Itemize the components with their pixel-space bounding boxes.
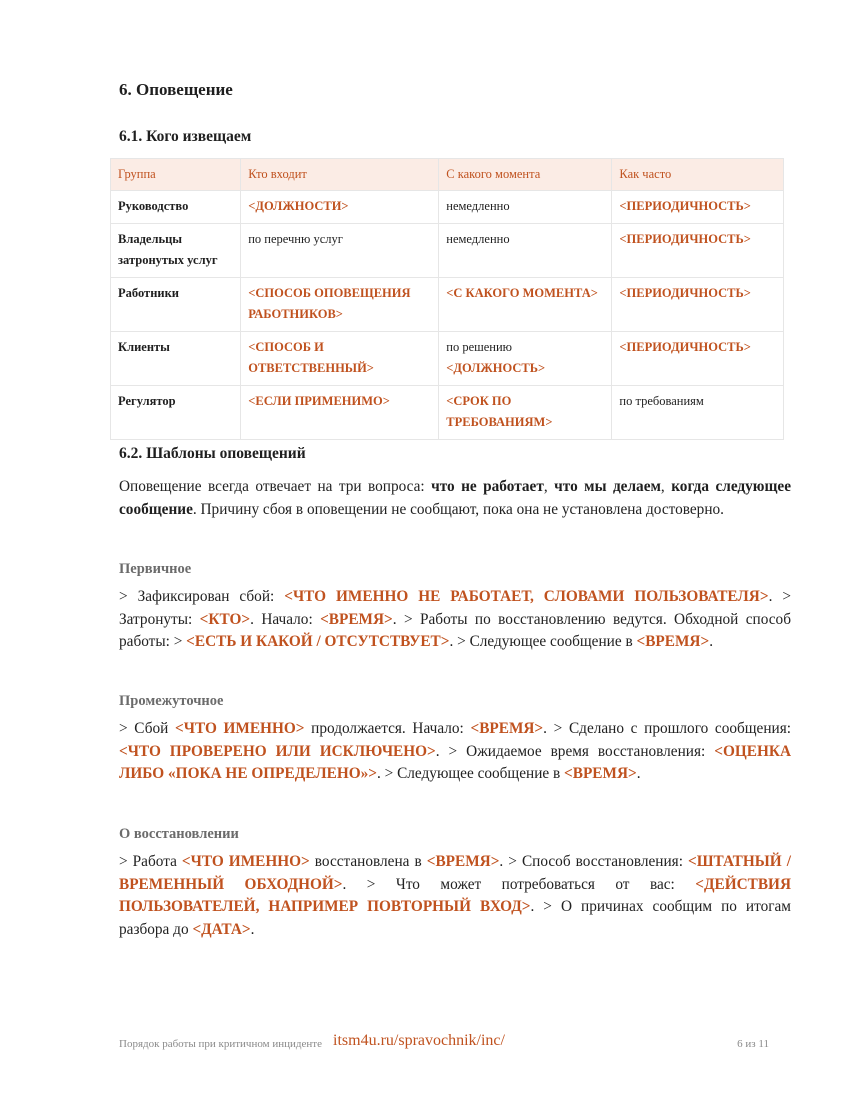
cell-group: Регулятор: [111, 386, 241, 440]
table-header-row: [111, 159, 784, 191]
template-text: . Начало:: [250, 610, 321, 628]
template-text: .: [250, 920, 255, 938]
intro-text: . Причину сбоя в оповещении не сообщают, пока она не установлена достоверно.: [192, 500, 724, 518]
template-text: восстановлена в: [309, 853, 427, 870]
notification-table: [110, 158, 784, 440]
table-row: [111, 332, 784, 386]
cell-from: <С КАКОГО МОМЕНТА>: [439, 278, 612, 332]
intro-text: ,: [543, 478, 555, 495]
template-text: . > Следующее сообщение в: [449, 633, 637, 650]
cell-members: <ЕСЛИ ПРИМЕНИМО>: [241, 386, 439, 440]
template-text: > Зафиксирован сбой:: [119, 588, 285, 605]
intro-emphasis: когда следующее сообщение: [119, 478, 791, 518]
template-interim-block: [119, 718, 791, 786]
template-placeholder: <ЧТО ПРОВЕРЕНО ИЛИ ИСКЛЮЧЕНО>: [119, 742, 436, 760]
cell-frequency: по требованиям: [612, 386, 784, 440]
template-recovery-text: [119, 851, 791, 941]
template-placeholder: <ЧТО ИМЕННО НЕ РАБОТАЕТ, СЛОВАМИ ПОЛЬЗОВАТЕЛЯ>: [284, 588, 769, 605]
template-placeholder: <ДЕЙСТВИЯ ПОЛЬЗОВАТЕЛЕЙ, НАПРИМЕР ПОВТОРНЫЙ ВХОД>: [119, 875, 791, 915]
template-text: > Сбой: [119, 720, 175, 737]
cell-group: Руководство: [111, 191, 241, 224]
table-row: [111, 191, 784, 224]
template-recovery-block: [119, 851, 791, 941]
template-text: . > Работы по восстановлению ведутся. Обходной способ работы: >: [119, 610, 791, 650]
cell-from-prefix: по решению: [446, 340, 513, 354]
template-placeholder: <ВРЕМЯ>: [320, 610, 393, 628]
column-header-group: Группа: [111, 159, 241, 191]
footer-document-title: Порядок работы при критичном инциденте: [119, 1038, 322, 1050]
intro-text: ,: [660, 478, 672, 495]
cell-from: немедленно: [439, 191, 612, 224]
cell-members: по перечню услуг: [241, 224, 439, 278]
subsection-heading-who: 6.1. Кого извещаем: [119, 128, 252, 145]
cell-members: <СПОСОБ И ОТВЕТСТВЕННЫЙ>: [241, 332, 439, 386]
intro-text: Оповещение всегда отвечает на три вопроса:: [119, 478, 432, 495]
template-label-recovery: О восстановлении: [119, 826, 239, 842]
cell-frequency: <ПЕРИОДИЧНОСТЬ>: [612, 191, 784, 224]
cell-frequency: <ПЕРИОДИЧНОСТЬ>: [612, 224, 784, 278]
template-placeholder: <КТО>: [199, 610, 251, 628]
cell-frequency: <ПЕРИОДИЧНОСТЬ>: [612, 278, 784, 332]
template-text: . > Ожидаемое время восстановления:: [435, 742, 715, 760]
template-text: . > Затронуты:: [119, 588, 791, 628]
template-placeholder: <ЧТО ИМЕННО>: [181, 853, 310, 870]
template-placeholder: <ВРЕМЯ>: [426, 853, 500, 870]
template-text: .: [636, 765, 641, 782]
cell-from: [439, 332, 612, 386]
footer-page-number: 6 из 11: [737, 1038, 769, 1050]
template-label-interim: Промежуточное: [119, 693, 224, 709]
cell-from: <СРОК ПО ТРЕБОВАНИЯМ>: [439, 386, 612, 440]
template-primary-block: [119, 586, 791, 654]
template-text: . > Способ восстановления:: [499, 853, 689, 870]
table-row: [111, 224, 784, 278]
cell-group: Клиенты: [111, 332, 241, 386]
cell-members: <СПОСОБ ОПОВЕЩЕНИЯ РАБОТНИКОВ>: [241, 278, 439, 332]
column-header-frequency: Как часто: [612, 159, 784, 191]
template-text: .: [709, 633, 714, 650]
intro-paragraph-block: [119, 476, 791, 521]
template-placeholder: <ЕСТЬ И КАКОЙ / ОТСУТСТВУЕТ>: [186, 633, 450, 650]
section-heading: 6. Оповещение: [119, 80, 233, 99]
cell-from-placeholder: <ДОЛЖНОСТЬ>: [446, 361, 546, 375]
intro-emphasis: что мы делаем: [554, 478, 661, 495]
cell-group: Владельцы затронутых услуг: [111, 224, 241, 278]
template-text: . > Следующее сообщение в: [377, 765, 565, 782]
footer-link[interactable]: itsm4u.ru/spravochnik/inc/: [333, 1032, 505, 1049]
template-placeholder: <ОЦЕНКА ЛИБО «ПОКА НЕ ОПРЕДЕЛЕНО»>: [119, 742, 791, 782]
intro-paragraph: [119, 476, 791, 521]
template-placeholder: <ШТАТНЫЙ / ВРЕМЕННЫЙ ОБХОДНОЙ>: [119, 853, 791, 893]
template-text: продолжается. Начало:: [304, 720, 471, 737]
table-row: [111, 278, 784, 332]
table-row: [111, 386, 784, 440]
template-placeholder: <ВРЕМЯ>: [564, 765, 637, 782]
column-header-from: С какого момента: [439, 159, 612, 191]
template-text: > Работа: [119, 853, 182, 870]
template-label-primary: Первичное: [119, 561, 192, 577]
column-header-members: Кто входит: [241, 159, 439, 191]
cell-from: немедленно: [439, 224, 612, 278]
cell-frequency: <ПЕРИОДИЧНОСТЬ>: [612, 332, 784, 386]
template-text: . > О причинах сообщим по итогам разбора до: [119, 898, 791, 938]
template-placeholder: <ВРЕМЯ>: [636, 633, 710, 650]
cell-group: Работники: [111, 278, 241, 332]
template-placeholder: <ДАТА>: [192, 920, 251, 938]
intro-emphasis: что не работает: [431, 478, 544, 495]
template-text: . > Что может потребоваться от вас:: [342, 875, 696, 893]
template-interim-text: [119, 718, 791, 786]
template-placeholder: <ЧТО ИМЕННО>: [175, 720, 305, 737]
template-primary-text: [119, 586, 791, 654]
cell-members: <ДОЛЖНОСТИ>: [241, 191, 439, 224]
template-placeholder: <ВРЕМЯ>: [470, 720, 544, 737]
template-text: . > Сделано с прошлого сообщения:: [543, 720, 792, 737]
subsection-heading-templates: 6.2. Шаблоны оповещений: [119, 445, 306, 462]
